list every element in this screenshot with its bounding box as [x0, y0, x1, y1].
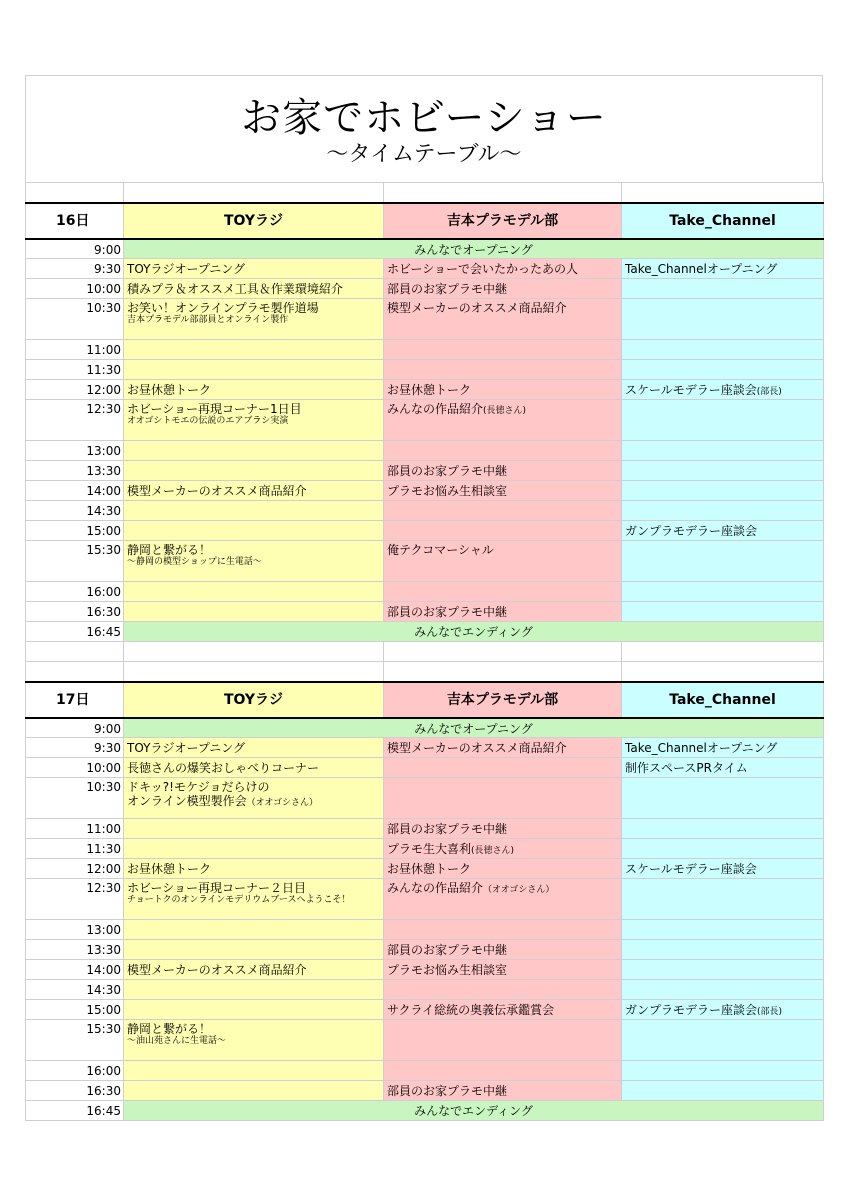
- time-label: 11:00: [86, 822, 121, 836]
- program-cell: プラモ生大喜利: [387, 842, 472, 856]
- time-label: 15:30: [86, 543, 121, 557]
- empty-cell: [622, 642, 824, 662]
- program-cell: みんなの作品紹介: [387, 402, 484, 416]
- column-header-toy: TOYラジ: [124, 203, 384, 239]
- day1-row-1130: [26, 360, 824, 380]
- program-cell: Take_Channelオープニング: [625, 262, 778, 276]
- program-cell: 部員のお家プラモ中継: [387, 605, 508, 619]
- time-label: 12:00: [86, 383, 121, 397]
- time-label: 15:00: [86, 524, 121, 538]
- time-label: 9:00: [94, 242, 121, 257]
- program-cell: ホビーショー再現コーナー２日目: [127, 881, 307, 895]
- day1-row-1530: [26, 541, 824, 582]
- time-label: 10:00: [86, 761, 121, 775]
- column-header-take: Take_Channel: [622, 203, 824, 239]
- title-block: [25, 75, 823, 182]
- program-cell: お昼休憩トーク: [127, 862, 212, 876]
- column-header-toy: TOYラジ: [124, 682, 384, 718]
- time-label: 15:00: [86, 1003, 121, 1017]
- empty-cell: [622, 183, 824, 203]
- timetable: [25, 182, 824, 1121]
- program-note: (部長): [757, 1007, 783, 1017]
- time-label: 12:00: [86, 862, 121, 876]
- empty-cell: [26, 183, 124, 203]
- program-cell: Take_Channelオープニング: [625, 741, 778, 755]
- day2-label: 17日: [26, 682, 124, 718]
- day1-row-1100: [26, 340, 824, 360]
- day2-row-1130: [26, 839, 824, 859]
- time-label: 16:00: [86, 1064, 121, 1078]
- time-label: 10:00: [86, 282, 121, 296]
- day2-row-1100: [26, 819, 824, 839]
- program-cell: 部員のお家プラモ中継: [387, 464, 508, 478]
- program-note: (長徳さん): [483, 406, 527, 416]
- program-subtitle: チョートクのオンラインモデリウムブースへようこそ！: [127, 895, 351, 905]
- day2-row-1430: [26, 980, 824, 1000]
- column-header-yoshimoto: 吉本プラモデル部: [384, 203, 622, 239]
- time-label: 13:00: [86, 444, 121, 458]
- time-label: 14:30: [86, 504, 121, 518]
- day2-ending: みんなでエンディング: [414, 1104, 533, 1118]
- time-label: 10:30: [86, 301, 121, 315]
- time-label: 16:45: [86, 1104, 121, 1118]
- program-cell: 静岡と繋がる！: [127, 1022, 212, 1036]
- day2-row-1600: [26, 1061, 824, 1081]
- program-cell: TOYラジオープニング: [127, 262, 246, 276]
- day2-row-0900: [26, 718, 824, 738]
- program-cell-line2: オンライン模型製作会: [127, 794, 247, 808]
- program-cell: 部員のお家プラモ中継: [387, 282, 508, 296]
- day1-row-0900: [26, 239, 824, 259]
- time-label: 13:30: [86, 943, 121, 957]
- empty-cell: [26, 662, 124, 682]
- time-label: 14:00: [86, 484, 121, 498]
- time-label: 13:30: [86, 464, 121, 478]
- program-note: (長徳さん): [471, 846, 515, 856]
- time-label: 16:30: [86, 605, 121, 619]
- day1-row-1500: [26, 521, 824, 541]
- day2-row-1230: [26, 879, 824, 920]
- column-header-take: Take_Channel: [622, 682, 824, 718]
- program-cell: TOYラジオープニング: [127, 741, 246, 755]
- program-note: (部長): [756, 387, 782, 397]
- empty-cell: [124, 183, 384, 203]
- day1-row-1030: [26, 299, 824, 340]
- program-cell: 模型メーカーのオススメ商品紹介: [127, 484, 307, 498]
- program-cell: 俺テクコマーシャル: [387, 543, 494, 557]
- empty-cell: [622, 662, 824, 682]
- day1-row-1230: [26, 400, 824, 441]
- time-label: 15:30: [86, 1022, 121, 1036]
- day1-row-0930: [26, 259, 824, 279]
- program-cell: スケールモデラー座談会: [625, 862, 757, 876]
- program-note: （オオゴシさん）: [246, 798, 319, 808]
- day1-row-1600: [26, 582, 824, 602]
- day1-ending: みんなでエンディング: [414, 625, 533, 639]
- empty-cell: [384, 662, 622, 682]
- time-label: 11:30: [86, 842, 121, 856]
- time-label: 10:30: [86, 780, 121, 794]
- time-label: 12:30: [86, 881, 121, 895]
- program-cell: 静岡と繋がる！: [127, 543, 212, 557]
- program-cell: お昼休憩トーク: [127, 383, 212, 397]
- program-cell: 模型メーカーのオススメ商品紹介: [387, 741, 567, 755]
- page-subtitle: 〜タイムテーブル〜: [326, 142, 522, 167]
- day2-row-1400: [26, 960, 824, 980]
- program-cell: ドキッ?!モケジョだらけの: [127, 780, 270, 794]
- day1-row-1630: [26, 602, 824, 622]
- day2-header-row: [26, 682, 824, 718]
- day1-label: 16日: [26, 203, 124, 239]
- empty-cell: [384, 642, 622, 662]
- program-cell: スケールモデラー座談会: [625, 383, 757, 397]
- program-cell: 制作スペースPRタイム: [625, 761, 748, 775]
- empty-cell: [124, 642, 384, 662]
- day2-row-1330: [26, 940, 824, 960]
- program-cell: みんなの作品紹介: [387, 881, 484, 895]
- day2-row-1630: [26, 1081, 824, 1101]
- program-cell: ホビーショー再現コーナー1日目: [127, 402, 302, 416]
- program-cell: 模型メーカーのオススメ商品紹介: [127, 963, 307, 977]
- day2-opening: みんなでオープニング: [414, 721, 533, 736]
- day2-row-1500: [26, 1000, 824, 1020]
- time-label: 16:30: [86, 1084, 121, 1098]
- day1-row-1000: [26, 279, 824, 299]
- day2-row-1200: [26, 859, 824, 879]
- empty-cell: [124, 662, 384, 682]
- time-label: 9:30: [94, 741, 121, 755]
- program-cell: 長徳さんの爆笑おしゃべりコーナー: [127, 761, 320, 775]
- program-subtitle: 吉本プラモデル部部員とオンライン製作: [127, 315, 289, 325]
- time-label: 9:00: [94, 721, 121, 736]
- time-label: 11:30: [86, 363, 121, 377]
- time-label: 16:45: [86, 625, 121, 639]
- day2-row-1530: [26, 1020, 824, 1061]
- day1-row-1400: [26, 481, 824, 501]
- day2-row-1030: [26, 778, 824, 819]
- page-title: お家でホビーショー: [241, 95, 607, 141]
- program-cell: 部員のお家プラモ中継: [387, 822, 508, 836]
- program-subtitle: 〜静岡の模型ショップに生電話〜: [127, 557, 262, 567]
- program-cell: ホビーショーで会いたかったあの人: [387, 262, 579, 276]
- day1-opening: みんなでオープニング: [414, 242, 533, 257]
- time-label: 12:30: [86, 402, 121, 416]
- day2-row-1300: [26, 920, 824, 940]
- program-cell: お笑い！オンラインプラモ製作道場: [127, 301, 319, 315]
- program-cell: 模型メーカーのオススメ商品紹介: [387, 301, 567, 315]
- column-header-yoshimoto: 吉本プラモデル部: [384, 682, 622, 718]
- program-subtitle: 〜油山苑さんに生電話〜: [127, 1036, 227, 1046]
- program-cell: 部員のお家プラモ中継: [387, 1084, 508, 1098]
- day1-header-row: [26, 203, 824, 239]
- timetable-sheet: [25, 75, 823, 1121]
- program-cell: プラモお悩み生相談室: [387, 963, 508, 977]
- day2-row-1000: [26, 758, 824, 778]
- program-cell: 積みプラ＆オススメ工具＆作業環境紹介: [127, 282, 343, 296]
- time-label: 11:00: [86, 343, 121, 357]
- time-label: 9:30: [94, 262, 121, 276]
- program-cell: 部員のお家プラモ中継: [387, 943, 508, 957]
- time-label: 14:00: [86, 963, 121, 977]
- program-cell: ガンプラモデラー座談会: [625, 524, 758, 538]
- day1-row-1200: [26, 380, 824, 400]
- program-cell: サクライ総統の奥義伝承鑑賞会: [387, 1003, 555, 1017]
- program-cell: お昼休憩トーク: [387, 862, 472, 876]
- day1-row-1430: [26, 501, 824, 521]
- empty-cell: [384, 183, 622, 203]
- time-label: 16:00: [86, 585, 121, 599]
- empty-cell: [26, 642, 124, 662]
- time-label: 14:30: [86, 983, 121, 997]
- day2-row-0930: [26, 738, 824, 758]
- program-cell: プラモお悩み生相談室: [387, 484, 508, 498]
- day1-row-1300: [26, 441, 824, 461]
- day1-row-1645: [26, 622, 824, 642]
- program-cell: ガンプラモデラー座談会: [625, 1003, 758, 1017]
- program-cell: お昼休憩トーク: [387, 383, 472, 397]
- day2-row-1645: [26, 1101, 824, 1121]
- program-note: （オオゴシさん）: [483, 885, 555, 895]
- day1-row-1330: [26, 461, 824, 481]
- program-subtitle: オオゴシトモエの伝説のエアブラシ実演: [127, 416, 289, 426]
- time-label: 13:00: [86, 923, 121, 937]
